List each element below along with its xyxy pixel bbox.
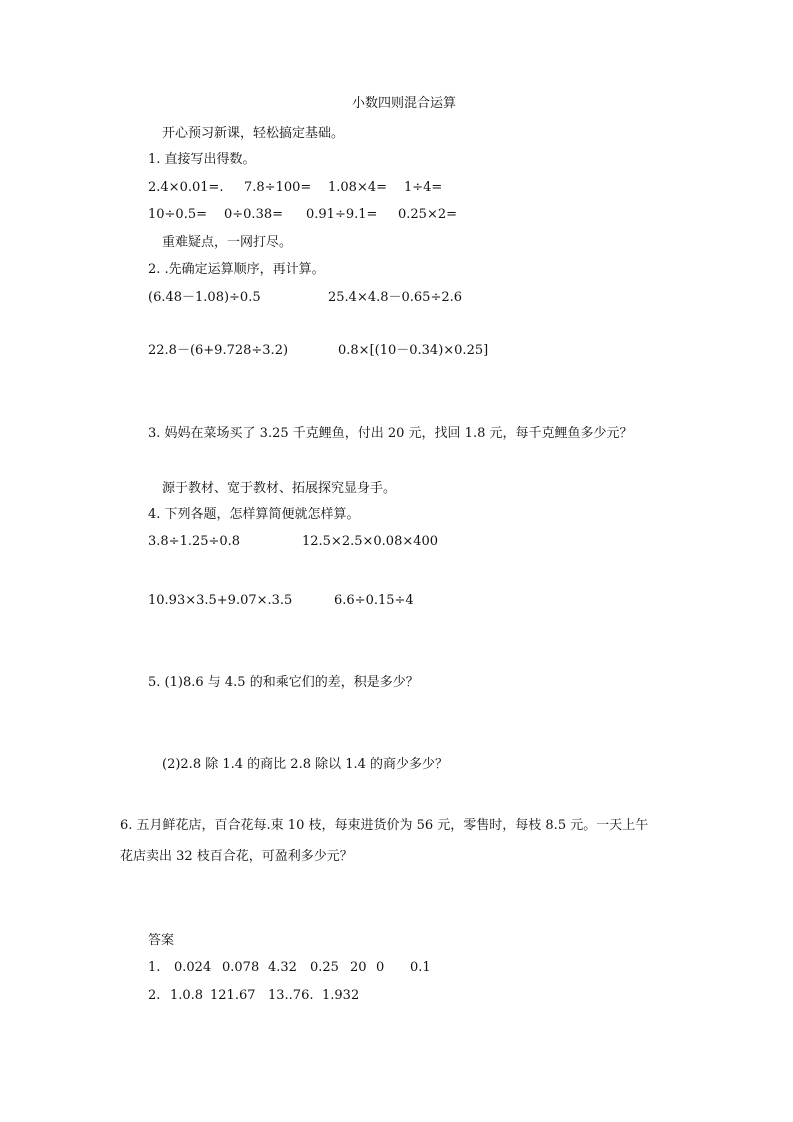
q1-item: 1÷4=	[404, 180, 443, 195]
q4-item: 12.5×2.5×0.08×400	[302, 534, 439, 549]
q5-part2: (2)2.8 除 1.4 的商比 2.8 除以 1.4 的商少多少？	[162, 757, 449, 772]
q1-heading: 1. 直接写出得数。	[148, 152, 256, 167]
answer-value: 4.32	[268, 960, 297, 975]
q1-item: 10÷0.5=	[148, 207, 208, 222]
answer-value: 0.25	[310, 960, 339, 975]
answer-value: 13..76.	[268, 988, 314, 1003]
q4-item: 3.8÷1.25÷0.8	[148, 534, 241, 549]
section-difficulty: 重难疑点，一网打尽。	[162, 235, 293, 250]
q1-item: 2.4×0.01=.	[148, 180, 224, 195]
q4-item: 6.6÷0.15÷4	[334, 593, 414, 608]
page-title: 小数四则混合运算	[352, 96, 457, 111]
answer-value: 0.078	[222, 960, 260, 975]
q6-line1: 6. 五月鲜花店，百合花每.束 10 枝，每束进货价为 56 元，零售时，每枝 8.5 元。一天上午	[120, 818, 649, 833]
section-expand: 源于教材、宽于教材、拓展探究显身手。	[162, 481, 397, 496]
q1-item: 0.91÷9.1=	[306, 207, 378, 222]
q2-item: 22.8－(6+9.728÷3.2)	[148, 343, 289, 358]
q2-item: (6.48－1.08)÷0.5	[148, 290, 261, 305]
answer-value: 2.	[148, 988, 161, 1003]
q2-heading: 2. .先确定运算顺序，再计算。	[148, 262, 325, 277]
answer-value: 0.1	[410, 960, 431, 975]
q2-item: 25.4×4.8－0.65÷2.6	[328, 290, 463, 305]
q1-item: 7.8÷100=	[244, 180, 312, 195]
answer-value: 1.932	[322, 988, 360, 1003]
answer-value: 1.0.8	[170, 988, 204, 1003]
q5-part1: 5. (1)8.6 与 4.5 的和乘它们的差，积是多少？	[148, 675, 419, 690]
q2-item: 0.8×[(10－0.34)×0.25]	[338, 343, 489, 358]
answer-value: 20	[350, 960, 367, 975]
q4-item: 10.93×3.5+9.07×.3.5	[148, 593, 293, 608]
q3-text: 3. 妈妈在菜场买了 3.25 千克鲤鱼，付出 20 元，找回 1.8 元，每千克鲤鱼多少元？	[148, 426, 633, 441]
section-preview: 开心预习新课，轻松搞定基础。	[162, 126, 345, 141]
q4-heading: 4. 下列各题，怎样算简便就怎样算。	[148, 507, 360, 522]
q1-item: 0÷0.38=	[224, 207, 284, 222]
answer-value: 0.024	[174, 960, 212, 975]
q6-line2: 花店卖出 32 枝百合花，可盈利多少元？	[120, 849, 353, 864]
answer-value: 1.	[148, 960, 161, 975]
answer-value: 0	[376, 960, 385, 975]
answers-heading: 答案	[148, 933, 175, 948]
q1-item: 1.08×4=	[328, 180, 388, 195]
q1-item: 0.25×2=	[398, 207, 458, 222]
answer-value: 121.67	[210, 988, 256, 1003]
